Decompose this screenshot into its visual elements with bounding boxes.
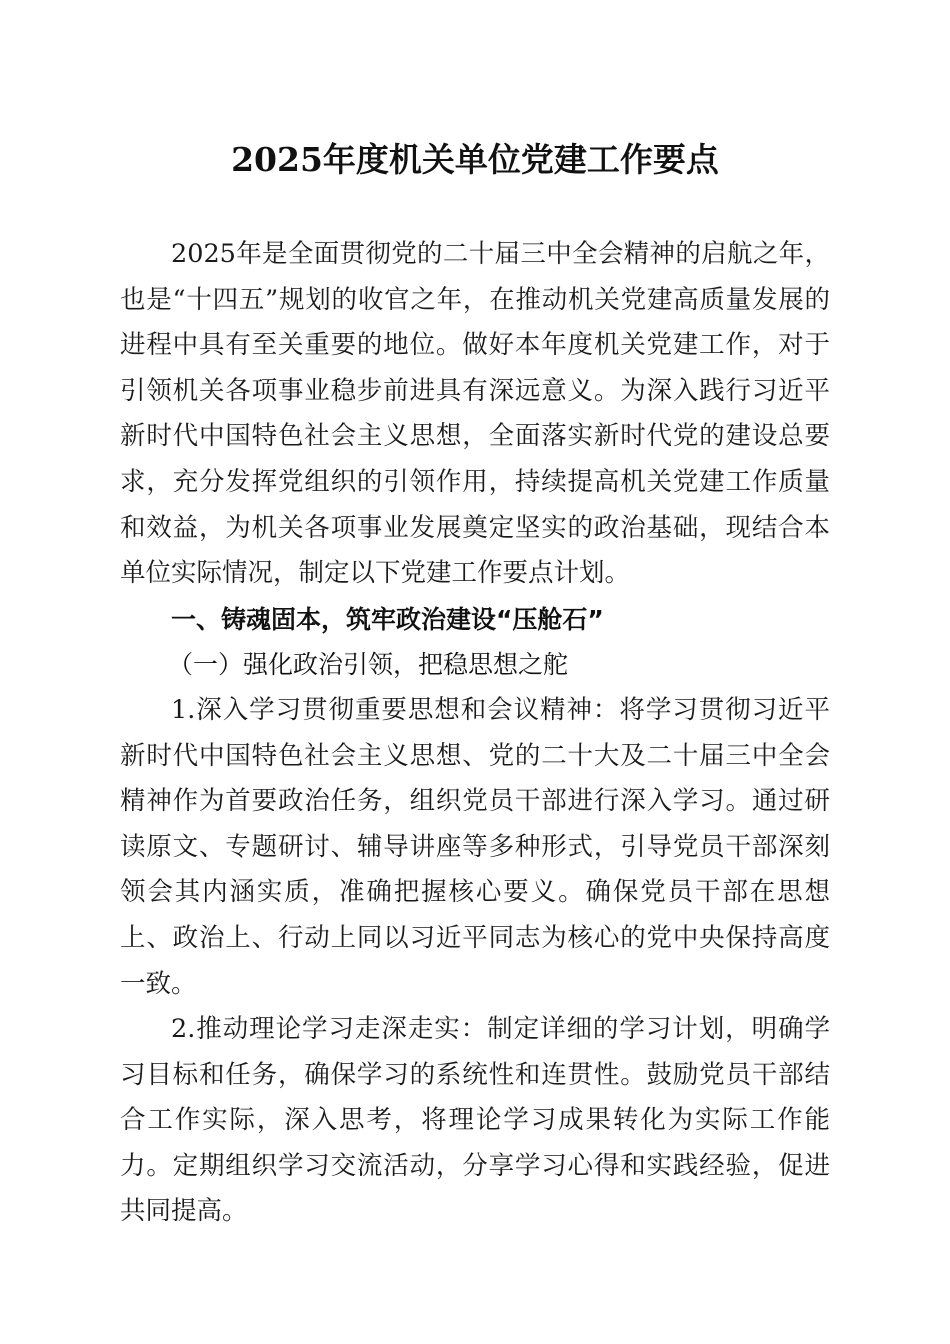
document-title: 2025年度机关单位党建工作要点 (231, 140, 719, 179)
intro-paragraph: 2025年是全面贯彻党的二十届三中全会精神的启航之年，也是“十四五”规划的收官之年，在推动机关党建高质量发展的进程中具有至关重要的地位。做好本年度机关党建工作，对于引领机关各项事业稳步前进具有深远意义。为深入践行习近平新时代中国特色社会主义思想，全面落实新时代党的建设总要求，充分发挥党组织的引领作用，持续提高机关党建工作质量和效益，为机关各项事业发展奠定坚实的政治基础，现结合本单位实际情况，制定以下党建工作要点计划。 (120, 239, 830, 589)
subsection-heading: （一）强化政治引领，把稳思想之舵 (168, 650, 569, 680)
list-item-paragraph: 1.深入学习贯彻重要思想和会议精神：将学习贯彻习近平新时代中国特色社会主义思想、党的二十大及二十届三中全会精神作为首要政治任务，组织党员干部进行深入学习。通过研读原文、专题研讨、辅导讲座等多种形式，引导党员干部深刻领会其内涵实质，准确把握核心要义。确保党员干部在思想上、政治上、行动上同以习近平同志为核心的党中央保持高度一致。 (120, 694, 830, 999)
document-body (120, 232, 830, 1235)
section-heading: 一、铸魂固本，筑牢政治建设“压舱石” (171, 604, 604, 634)
list-item-paragraph: 2.推动理论学习走深走实：制定详细的学习计划，明确学习目标和任务，确保学习的系统性和连贯性。鼓励党员干部结合工作实际，深入思考，将理论学习成果转化为实际工作能力。定期组织学习交流活动，分享学习心得和实践经验，促进共同提高。 (120, 1014, 830, 1227)
